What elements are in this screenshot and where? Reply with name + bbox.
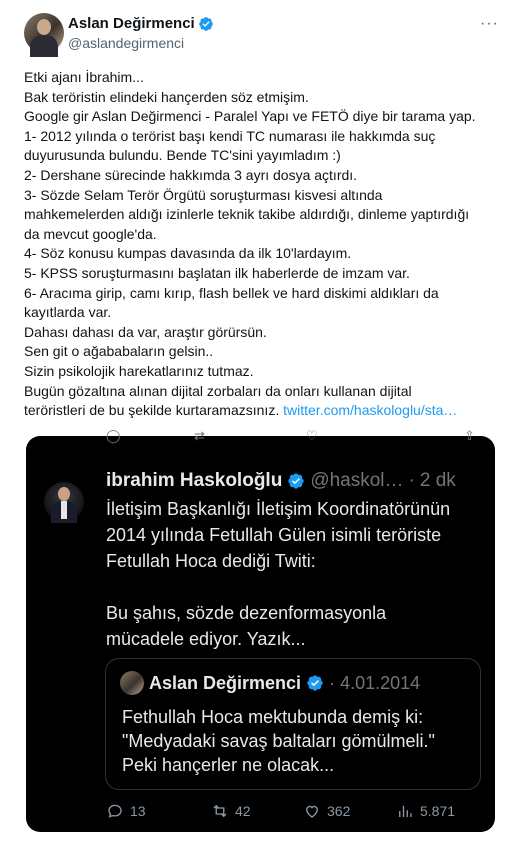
tweet-line: kayıtlarda var. [24,304,112,321]
verified-badge-icon [198,16,214,32]
separator-dot: · [329,672,336,693]
quoted-display-name: ibrahim Haskoloğlu [106,470,283,491]
tweet-line: Bugün gözaltına alınan dijital zorbaları da onları kullanan dijital [24,382,412,399]
quoted-tweet-header [106,470,456,492]
tweet-line: duyurusunda bulundu. Bende TC'sini yayımladım :) [24,147,341,164]
verified-badge-icon [287,472,305,490]
inner-quote-date: 4.01.2014 [340,672,421,693]
quoted-line: Bu şahıs, sözde dezenformasyonla [106,603,387,623]
attached-media-screenshot[interactable] [26,428,495,832]
inner-quote-line: "Medyadaki savaş baltaları gömülmeli." [122,731,435,751]
cropped-reply-icon: ◯ [106,428,121,443]
tweet-line: 5- KPSS soruşturmasını başlatan ilk haberlerde de imzam var. [24,264,410,281]
views-icon [396,802,414,820]
inner-quote-line: Peki hançerler ne olacak... [122,755,335,775]
inner-quote-line: Fethullah Hoca mektubunda demiş ki: [122,707,424,727]
author-handle[interactable]: @aslandegirmenci [68,35,185,51]
tweet-link[interactable]: twitter.com/haskologlu/sta… [283,402,458,419]
cropped-share-icon: ⇧ [464,428,475,443]
tweet-line: Bak teröristin elindeki hançerden söz etmişim. [24,88,309,105]
separator-dot: · [408,470,415,491]
inner-quote-header [120,671,420,695]
like-action [303,802,350,820]
tweet-line: Google gir Aslan Değirmenci - Paralel Yapı ve FETÖ diye bir tarama yap. [24,108,476,125]
views-count: 5.871 [420,803,456,819]
quoted-line: Fetullah Hoca dediği Twiti: [106,551,316,571]
cropped-action-bar [26,428,495,444]
repost-count: 42 [235,803,251,819]
like-count: 362 [327,803,351,819]
cropped-like-icon: ♡ [306,428,318,443]
tweet-last-line [24,401,504,421]
tweet-line: 2- Dershane sürecinde hakkımda 3 ayrı dosya açtırdı. [24,166,358,183]
quoted-line: İletişim Başkanlığı İletişim Koordinatörünün [106,499,451,519]
cropped-repost-icon: ⇄ [194,428,205,443]
tweet-line: Sen git o ağababaların gelsin.. [24,343,214,360]
quoted-handle: @haskol… [310,470,404,491]
author-info [68,15,214,51]
quoted-action-bar [106,802,481,822]
tweet-line: 6- Aracıma girip, camı kırıp, flash bellek ve hard diskimi aldıkları da [24,284,439,301]
tweet-line: 4- Söz konusu kumpas davasında da ilk 10'lardayım. [24,245,352,262]
views-action [396,802,455,820]
inner-quote-avatar [120,671,144,695]
author-avatar[interactable] [24,13,64,53]
tweet-line: Sizin psikolojik harekatlarınız tutmaz. [24,362,254,379]
tweet-header [24,13,503,57]
more-options-icon[interactable]: ··· [480,15,499,32]
inner-quote-display-name: Aslan Değirmenci [149,672,302,693]
tweet-text [24,68,504,421]
tweet-line: da mevcut google'da. [24,225,157,242]
reply-action [106,802,146,820]
tweet-line: Dahası dahası da var, araştır görürsün. [24,323,267,340]
tweet-line-text: teröristleri de bu şekilde kurtaramazsınız. [24,402,280,419]
verified-badge-icon [306,674,324,692]
quoted-line: mücadele ediyor. Yazık... [106,629,306,649]
reply-icon [106,802,124,820]
tweet-line: Etki ajanı İbrahim... [24,69,144,85]
tweet-line: 1- 2012 yılında o terörist başı kendi TC numarası ile hakkımda suç [24,127,436,144]
like-icon [303,802,321,820]
inner-quoted-tweet [105,658,481,790]
repost-icon [211,802,229,820]
quoted-tweet-text [106,496,486,652]
quoted-line: 2014 yılında Fetullah Gülen isimli teröriste [106,525,442,545]
tweet-line: mahkemelerden aldığı izinlerle teknik takibe aldırdığı, dinleme yaptırdığı [24,206,470,223]
tweet-line: 3- Sözde Selam Terör Örgütü soruşturması kisvesi altında [24,186,383,203]
inner-quote-text [122,705,472,777]
quoted-timestamp: 2 dk [419,470,456,491]
author-display-name[interactable]: Aslan Değirmenci [68,15,195,32]
quoted-author-avatar [44,482,84,522]
repost-action [211,802,251,820]
reply-count: 13 [130,803,146,819]
